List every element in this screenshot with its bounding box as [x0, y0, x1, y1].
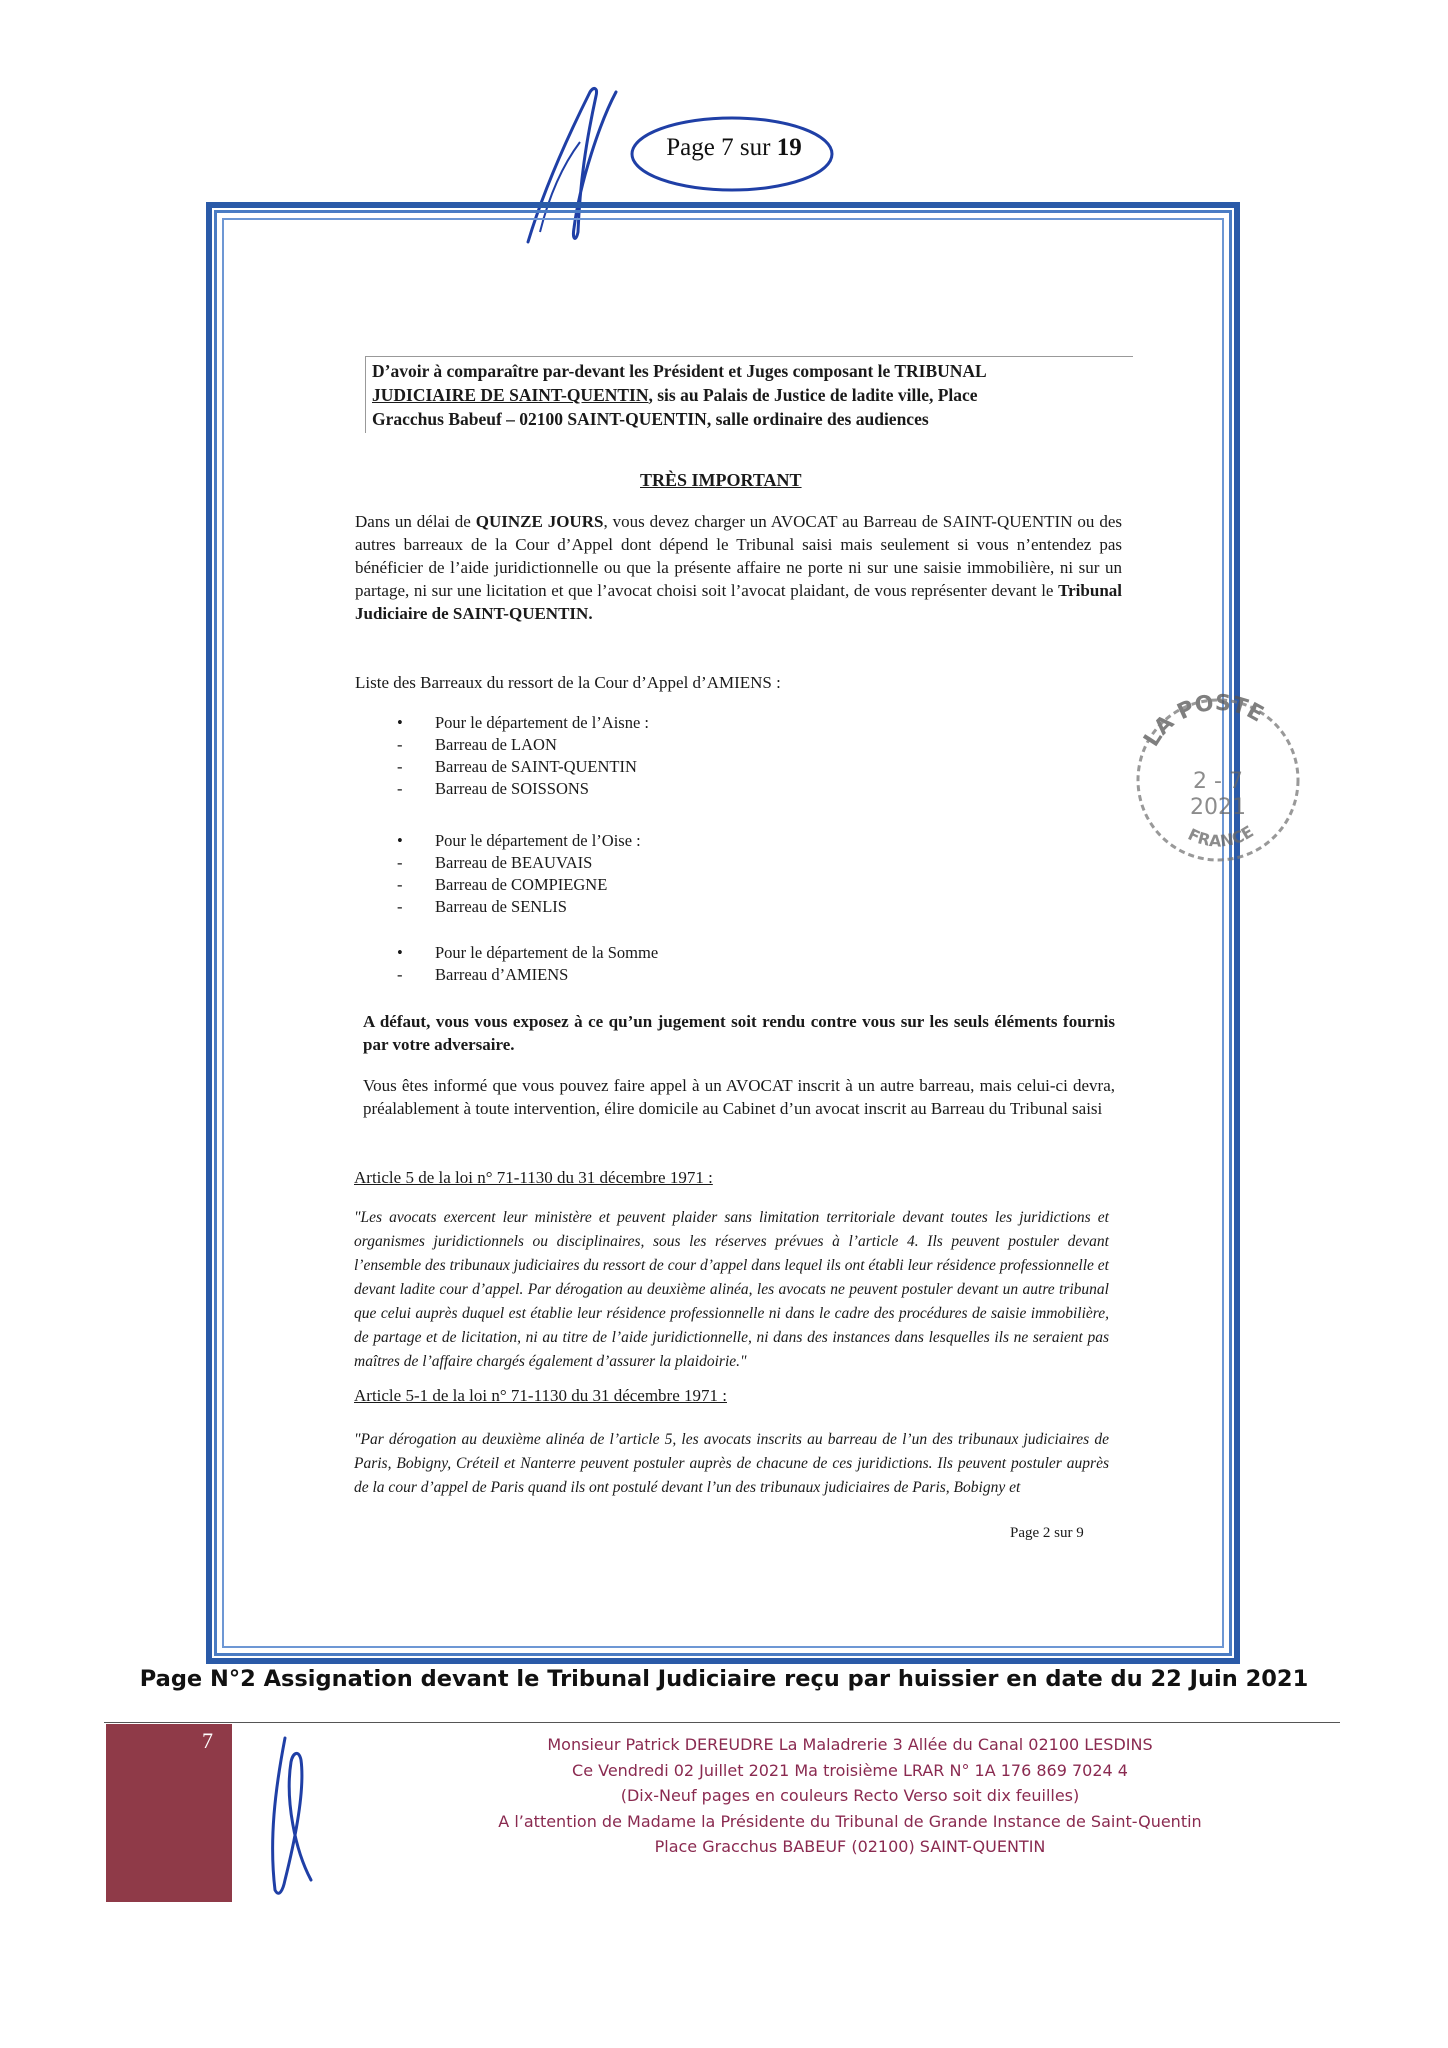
footer-divider: [104, 1722, 1340, 1723]
footer-line: A l’attention de Madame la Présidente du Tribunal de Grande Instance de Saint-Quentin: [498, 1811, 1202, 1831]
bullet: •: [397, 713, 403, 732]
page-current: 7: [721, 134, 734, 161]
article5-title: Article 5 de la loi n° 71-1130 du 31 décembre 1971 :: [354, 1168, 713, 1187]
page-caption: Page N°2 Assignation devant le Tribunal Judiciaire reçu par huissier en date du 22 Juin 2021: [139, 1666, 1309, 1692]
summons-line1: D’avoir à comparaître par-devant les Président et Juges composant le: [372, 361, 895, 381]
p1-court: Tribunal Judiciaire de SAINT-QUENTIN.: [355, 581, 1122, 623]
list-item: Barreau de SAINT-QUENTIN: [435, 757, 637, 776]
stamp-top-text: LA POSTE: [1139, 690, 1268, 752]
group-head: Pour le département de l’Aisne :: [435, 713, 649, 732]
bar-group-somme: [397, 942, 658, 986]
stamp-date1: 2 - 7: [1193, 769, 1243, 794]
svg-text:FRANCE: [1185, 822, 1257, 851]
bar-group-aisne: [397, 712, 649, 800]
default-warning: A défaut, vous vous exposez à ce qu’un jugement soit rendu contre vous sur les seuls éléments fournis par votre adversaire.: [363, 1012, 1115, 1054]
group-head: Pour le département de la Somme: [435, 943, 659, 962]
bars-intro: Liste des Barreaux du ressort de la Cour d’Appel d’AMIENS :: [355, 673, 781, 692]
article5-text: "Les avocats exercent leur ministère et peuvent plaider sans limitation territoriale devant toutes les juridictions et organismes juridictionnels ou disciplinaires, sous les réserves prévues à l’article 4. Ils peuvent postuler devant l’ensemble des tribunaux judiciaires du ressort de cour d’appel dans lequel ils ont établi leur résidence professionnelle et devant ladite cour d’appel. Par dérogation au deuxième alinéa, les avocats ne peuvent postuler devant un autre tribunal que celui auprès duquel est établie leur résidence professionnelle ni dans le cadre des procédures de saisie immobilière, de partage et de licitation, ni au titre de l’aide juridictionnelle, ni dans des instances dans lesquelles ils ne seraient pas maîtres de l’affaire chargés également d’assurer la plaidoirie.": [354, 1209, 1109, 1370]
sender-footer: [330, 1732, 1370, 1860]
stamp-bottom-text: FRANCE: [1185, 821, 1257, 851]
inner-page-number: Page 2 sur 9: [1010, 1525, 1084, 1541]
footer-line: Place Gracchus BABEUF (02100) SAINT-QUENTIN: [654, 1837, 1046, 1856]
bar-group-oise: [397, 830, 641, 918]
list-item: Barreau de BEAUVAIS: [435, 853, 593, 872]
postmark-stamp: [1118, 680, 1318, 880]
p1-a: Dans un délai de: [355, 512, 476, 531]
list-item: Barreau d’AMIENS: [435, 965, 569, 984]
page-counter-badge: [628, 112, 840, 196]
p1-deadline: QUINZE JOURS: [475, 512, 604, 531]
p1-c: , vous devez charger un AVOCAT au Barreau de SAINT-QUENTIN ou des autres barreaux de la Cour d’Appel dont dépend le Tribunal saisi mais seulement si vous n’entendez pas bénéficier de l’aide juridictionnelle ou que la présente affaire ne porte ni sur une saisie immobilière, ni sur un partage, ni sur une licitation et que l’avocat choisi soit l’avocat plaidant, de vous représenter devant le: [355, 512, 1122, 600]
footer-line: Ce Vendredi 02 Juillet 2021 Ma troisième LRAR N° 1A 176 869 7024 4: [572, 1760, 1128, 1780]
dash: -: [397, 965, 403, 984]
list-item: Barreau de LAON: [435, 735, 557, 754]
important-title: TRÈS IMPORTANT: [640, 470, 802, 490]
dash: -: [397, 735, 403, 754]
article51-title: Article 5-1 de la loi n° 71-1130 du 31 décembre 1971 :: [354, 1386, 727, 1405]
dash: -: [397, 875, 403, 894]
dash: -: [397, 853, 403, 872]
page-prefix: Page: [666, 134, 722, 161]
list-item: Barreau de COMPIEGNE: [435, 875, 608, 894]
bullet: •: [397, 831, 403, 850]
summons-line2: , sis au Palais de Justice de ladite ville, Place: [648, 385, 978, 405]
summons-court-name: JUDICIAIRE DE SAINT-QUENTIN: [372, 385, 649, 405]
summons-box: [365, 356, 1133, 433]
summons-court: TRIBUNAL: [894, 361, 987, 381]
list-item: Barreau de SENLIS: [435, 897, 567, 916]
bullet: •: [397, 943, 403, 962]
appeal-info: Vous êtes informé que vous pouvez faire appel à un AVOCAT inscrit à un autre barreau, mais celui-ci devra, préalablement à toute intervention, élire domicile au Cabinet d’un avocat inscrit au Barreau du Tribunal saisi: [363, 1076, 1115, 1118]
lawyer-requirement-paragraph: [355, 510, 1122, 625]
page-sep: sur: [733, 134, 777, 161]
page-total: 19: [776, 134, 802, 161]
handwritten-initials: [255, 1730, 335, 1900]
stamp-date2: 2021: [1190, 795, 1246, 820]
article51-text: "Par dérogation au deuxième alinéa de l’article 5, les avocats inscrits au barreau de l’un des tribunaux judiciaires de Paris, Bobigny, Créteil et Nanterre peuvent postuler auprès de chacune de ces juridictions. Ils peuvent postuler auprès de la cour d’appel de Paris quand ils ont postulé devant l’un des tribunaux judiciaires de Paris, Bobigny et: [354, 1431, 1109, 1496]
side-page-number: 7: [202, 1728, 213, 1753]
dash: -: [397, 897, 403, 916]
group-head: Pour le département de l’Oise :: [435, 831, 641, 850]
footer-line: (Dix-Neuf pages en couleurs Recto Verso soit dix feuilles): [620, 1786, 1080, 1805]
svg-text:LA POSTE: [1139, 691, 1267, 752]
footer-line: Monsieur Patrick DEREUDRE La Maladrerie 3 Allée du Canal 02100 LESDINS: [547, 1735, 1153, 1754]
list-item: Barreau de SOISSONS: [435, 779, 589, 798]
dash: -: [397, 779, 403, 798]
summons-line3: Gracchus Babeuf – 02100 SAINT-QUENTIN, salle ordinaire des audiences: [372, 409, 929, 429]
dash: -: [397, 757, 403, 776]
